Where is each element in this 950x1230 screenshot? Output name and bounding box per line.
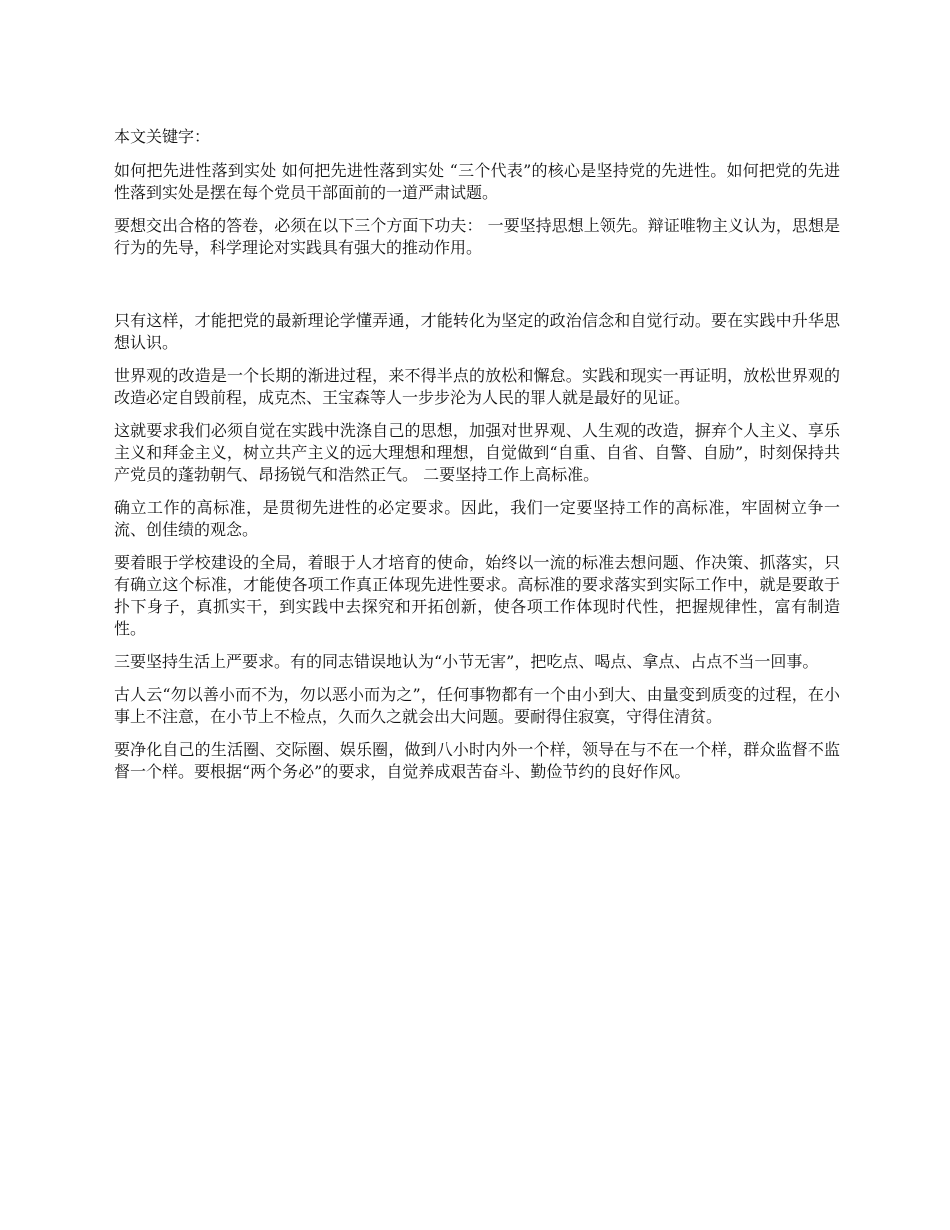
- document-page: [114, 126, 840, 794]
- keywords-label: 本文关键字：: [114, 127, 211, 146]
- paragraph-6: 确立工作的高标准，是贯彻先进性的必定要求。因此，我们一定要坚持工作的高标准，牢固树立争一流、创佳绩的观念。: [114, 498, 840, 539]
- paragraph-2: 要想交出合格的答卷，必须在以下三个方面下功夫： 一要坚持思想上领先。辩证唯物主义认为，思想是行为的先导，科学理论对实践具有强大的推动作用。: [114, 216, 840, 257]
- paragraph-7: 要着眼于学校建设的全局，着眼于人才培育的使命，始终以一流的标准去想问题、作决策、抓落实，只有确立这个标准，才能使各项工作真正体现先进性要求。高标准的要求落实到实际工作中，就是要敢于扑下身子，真抓实干，到实践中去探究和开拓创新，使各项工作体现时代性，把握规律性，富有制造性。: [114, 553, 840, 638]
- paragraph-5: 这就要求我们必须自觉在实践中洗涤自己的思想，加强对世界观、人生观的改造，摒弃个人主义、享乐主义和拜金主义，树立共产主义的远大理想和理想，自觉做到“自重、自省、自警、自励”，时刻保持共产党员的蓬勃朝气、昂扬锐气和浩然正气。 二要坚持工作上高标准。: [114, 421, 840, 484]
- paragraph-3: 只有这样，才能把党的最新理论学懂弄通，才能转化为坚定的政治信念和自觉行动。要在实践中升华思想认识。: [114, 311, 840, 352]
- paragraph-1: 如何把先进性落到实处 如何把先进性落到实处 “三个代表”的核心是坚持党的先进性。如何把党的先进性落到实处是摆在每个党员干部面前的一道严肃试题。: [114, 161, 840, 202]
- paragraph-10: 要净化自己的生活圈、交际圈、娱乐圈，做到八小时内外一个样，领导在与不在一个样，群众监督不监督一个样。要根据“两个务必”的要求，自觉养成艰苦奋斗、勤俭节约的良好作风。: [114, 740, 840, 781]
- paragraph-8: 三要坚持生活上严要求。有的同志错误地认为“小节无害”，把吃点、喝点、拿点、占点不当一回事。: [114, 652, 819, 671]
- section-gap: [114, 270, 840, 310]
- paragraph-4: 世界观的改造是一个长期的渐进过程，来不得半点的放松和懈怠。实践和现实一再证明，放松世界观的改造必定自毁前程，成克杰、王宝森等人一步步沦为人民的罪人就是最好的见证。: [114, 366, 840, 407]
- paragraph-9: 古人云“勿以善小而不为，勿以恶小而为之”，任何事物都有一个由小到大、由量变到质变的过程，在小事上不注意，在小节上不检点，久而久之就会出大问题。要耐得住寂寞，守得住清贫。: [114, 685, 840, 726]
